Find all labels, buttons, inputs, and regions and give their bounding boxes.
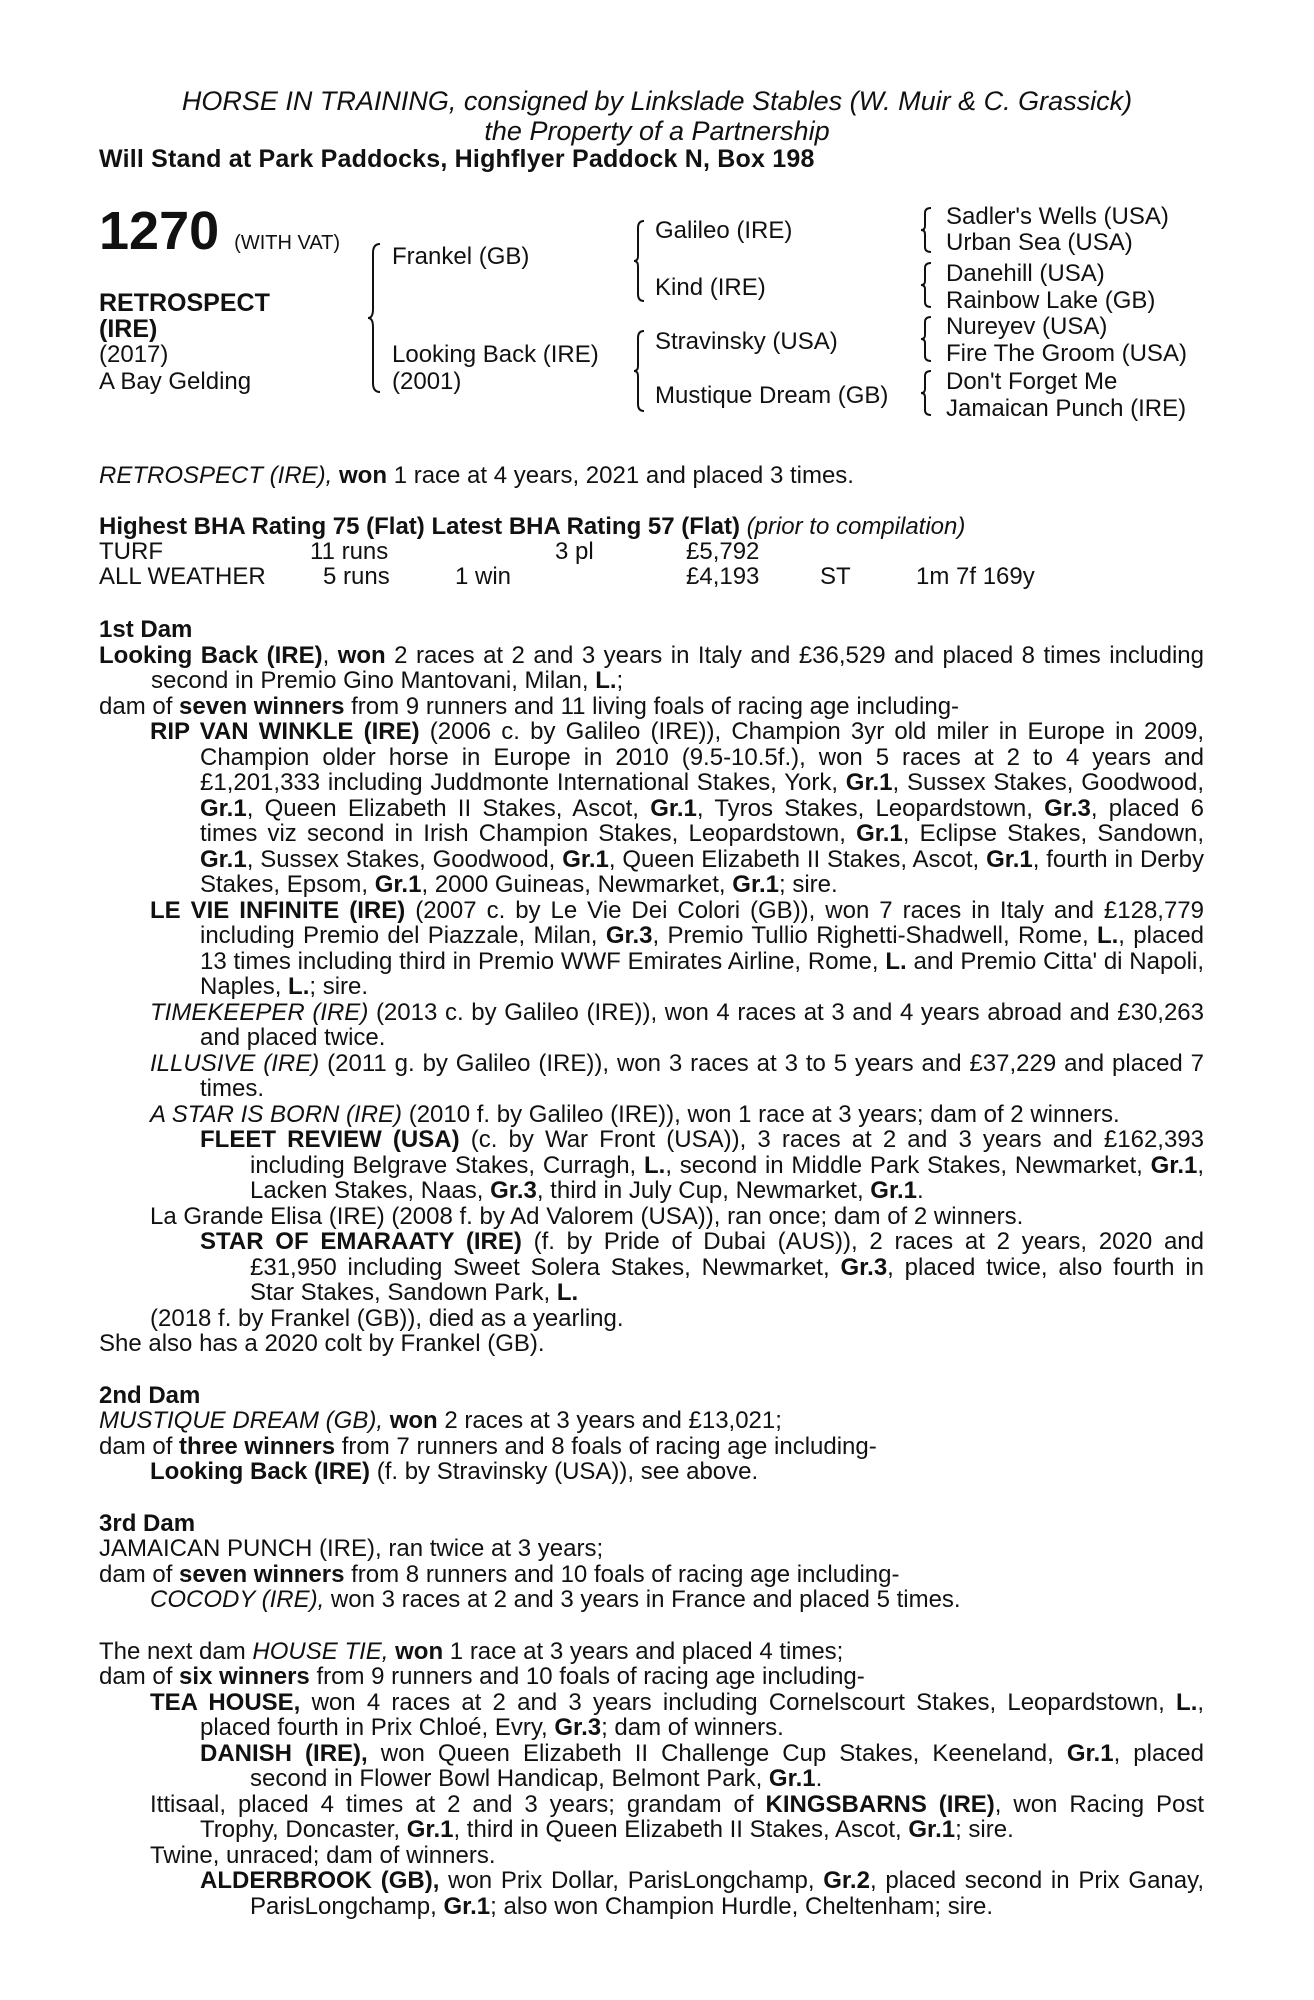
winners-count: seven winners bbox=[179, 692, 345, 720]
ittisaal-text-1: Ittisaal, placed 4 times at 2 and 3 years; grandam of bbox=[150, 1790, 754, 1818]
cocody-text: won 3 races at 2 and 3 years in France and placed 5 times. bbox=[330, 1586, 961, 1613]
rvw-text-6: , Eclipse Stakes, Sandown, bbox=[902, 820, 1204, 847]
pedigree-g1: Sadler's Wells (USA) bbox=[946, 203, 1169, 230]
pedigree-sire: Frankel (GB) bbox=[392, 243, 530, 270]
produce-alderbrook bbox=[99, 1868, 1204, 1919]
pedigree-g4: Rainbow Lake (GB) bbox=[946, 287, 1156, 314]
rvw-text-7: , Sussex Stakes, Goodwood, bbox=[246, 845, 556, 873]
pedigree-dam-year: (2001) bbox=[392, 368, 462, 395]
dn-text-1: won Queen Elizabeth II Challenge Cup Stakes, Keeneland, bbox=[380, 1739, 1054, 1767]
bha-rating bbox=[99, 514, 965, 540]
grade-label: Gr.1 bbox=[443, 1892, 491, 1920]
produce-2020-colt: She also has a 2020 colt by Frankel (GB). bbox=[99, 1330, 545, 1357]
pedigree-dam-sire: Stravinsky (USA) bbox=[655, 328, 838, 355]
rvw-text-4: , Tyros Stakes, Leopardstown, bbox=[696, 794, 1033, 822]
ab-text-1: won Prix Dollar, ParisLongchamp, bbox=[448, 1867, 815, 1894]
fr-text-3: , Lacken Stakes, Naas, bbox=[250, 1151, 1205, 1204]
a-star-is-born-name: A STAR IS BORN (IRE) bbox=[150, 1100, 403, 1128]
produce-twine: Twine, unraced; dam of winners. bbox=[150, 1841, 496, 1869]
runners-text: from 7 runners and 8 foals of racing age including- bbox=[341, 1432, 877, 1460]
grade-label: Gr.3 bbox=[1044, 794, 1091, 822]
grade-label: Gr.3 bbox=[840, 1253, 888, 1281]
second-dam-text: 2 races at 3 years and £13,021; bbox=[444, 1407, 782, 1434]
pedigree-g5: Nureyev (USA) bbox=[946, 313, 1108, 340]
pedigree-g8: Jamaican Punch (IRE) bbox=[946, 395, 1187, 422]
horse-name: RETROSPECT bbox=[99, 289, 270, 317]
rvw-text-10: , 2000 Guineas, Newmarket, bbox=[421, 871, 726, 898]
winners-count: six winners bbox=[179, 1663, 310, 1690]
first-dam-text: 2 races at 2 and 3 years in Italy and £36,529 and placed 8 times including second in Premio Gino Mantovani, Milan, bbox=[151, 641, 1204, 694]
rvw-text-11: ; sire. bbox=[778, 871, 838, 898]
summary-won: won bbox=[339, 462, 388, 489]
listed-label: L. bbox=[595, 667, 617, 694]
pedigree-brace-g2 bbox=[921, 262, 933, 308]
second-dam-heading: 2nd Dam bbox=[99, 1381, 201, 1409]
pedigree-g7: Don't Forget Me bbox=[946, 368, 1118, 395]
vat-note: (WITH VAT) bbox=[234, 232, 341, 254]
grade-label: Gr.2 bbox=[823, 1867, 870, 1894]
rip-van-winkle-name: RIP VAN WINKLE (IRE) bbox=[150, 718, 420, 745]
rvw-text-1: (2006 c. by Galileo (IRE)), Champion 3yr old miler in Europe in 2009, Champion older horse in Europe in 2010 (9.5-10.5f.), won 5 races at 2 to 4 years and £1,201,333 including Juddmonte International Stakes, York, bbox=[200, 718, 1204, 796]
bha-rating-note: (prior to compilation) bbox=[746, 513, 966, 540]
third-dam-record: JAMAICAN PUNCH (IRE), ran twice at 3 years; bbox=[99, 1535, 604, 1562]
grade-label: Gr.1 bbox=[856, 820, 903, 847]
listed-label: L. bbox=[885, 947, 907, 975]
dn-text-2: , placed second in Flower Bowl Handicap, Belmont Park, bbox=[250, 1739, 1204, 1792]
pedigree-dam-dam: Mustique Dream (GB) bbox=[655, 382, 889, 409]
pedigree-sire-dam: Kind (IRE) bbox=[655, 274, 766, 301]
first-dam-heading: 1st Dam bbox=[99, 616, 193, 643]
rvw-text-9: , fourth in Derby Stakes, Epsom, bbox=[200, 845, 1204, 898]
rvw-text-5: , placed 6 times viz second in Irish Champion Stakes, Leopardstown, bbox=[200, 794, 1205, 847]
lvi-text-3: , placed 13 times including third in Premio WWF Emirates Airline, Rome, bbox=[200, 922, 1205, 975]
listed-label: L. bbox=[644, 1151, 666, 1179]
pedigree-brace-g3 bbox=[921, 316, 933, 362]
grade-label: Gr.1 bbox=[845, 769, 893, 796]
record-aw-runs: 5 runs bbox=[323, 563, 390, 590]
pedigree-brace-g1 bbox=[921, 207, 933, 253]
grade-label: Gr.3 bbox=[490, 1177, 537, 1204]
grade-label: Gr.1 bbox=[908, 1816, 956, 1843]
lvi-text-5: ; sire. bbox=[309, 973, 369, 1000]
grade-label: Gr.1 bbox=[870, 1177, 917, 1204]
grade-label: Gr.3 bbox=[554, 1714, 602, 1741]
produce-looking-back bbox=[99, 1459, 1204, 1485]
bha-rating-text: Highest BHA Rating 75 (Flat) Latest BHA Rating 57 (Flat) bbox=[99, 513, 740, 540]
produce-danish: DANISH (IRE), won Queen Elizabeth II Challenge Cup Stakes, Keeneland, Gr.1, placed second in Flower Bowl Handicap, Belmont Park, Gr.1. bbox=[200, 1739, 1204, 1792]
grade-label: Gr.1 bbox=[732, 871, 779, 898]
illusive-name: ILLUSIVE (IRE) bbox=[150, 1049, 320, 1077]
rvw-text-8: , Queen Elizabeth II Stakes, Ascot, bbox=[608, 845, 980, 873]
first-dam-record: Looking Back (IRE), won 2 races at 2 and 3 years in Italy and £36,529 and placed 8 times including second in Premio Gino Mantovani, Milan, L.; bbox=[99, 641, 1204, 694]
first-dam-won: won bbox=[337, 641, 386, 669]
star-of-emaraaty-name: STAR OF EMARAATY (IRE) bbox=[200, 1228, 522, 1255]
record-turf-earnings: £5,792 bbox=[686, 538, 760, 565]
pedigree-brace-main bbox=[368, 243, 382, 393]
second-dam-won: won bbox=[389, 1407, 438, 1434]
winners-count: three winners bbox=[179, 1432, 336, 1460]
next-dam-name: HOUSE TIE, bbox=[252, 1637, 389, 1665]
lvi-text-2: , Premio Tullio Righetti-Shadwell, Rome, bbox=[652, 922, 1089, 949]
grade-label: Gr.1 bbox=[986, 845, 1033, 873]
kingsbarns-name: KINGSBARNS (IRE) bbox=[765, 1790, 995, 1818]
grade-label: Gr.1 bbox=[374, 871, 422, 898]
grade-label: Gr.1 bbox=[1066, 1739, 1114, 1767]
second-dam-name: MUSTIQUE DREAM (GB), bbox=[99, 1407, 384, 1434]
ittisaal-text-3: , third in Queen Elizabeth II Stakes, Ascot, bbox=[453, 1816, 902, 1843]
produce-illusive bbox=[99, 1051, 1204, 1102]
ab-text-2: , placed second in Prix Ganay, ParisLongchamp, bbox=[250, 1867, 1204, 1920]
grade-label: Gr.1 bbox=[650, 794, 697, 822]
listed-label: L. bbox=[288, 973, 310, 1000]
ab-text-3: ; also won Champion Hurdle, Cheltenham; sire. bbox=[490, 1892, 994, 1920]
horse-country: (IRE) bbox=[99, 315, 158, 343]
pedigree-brace-sire bbox=[634, 220, 646, 302]
grade-label: Gr.1 bbox=[406, 1816, 454, 1843]
next-dam-produce bbox=[99, 1664, 1204, 1690]
grade-label: Gr.1 bbox=[200, 794, 247, 822]
soe-text-1: (f. by Pride of Dubai (AUS)), 2 races at 2 years, 2020 and £31,950 including Sweet Solera Stakes, Newmarket, bbox=[250, 1228, 1204, 1281]
produce-record bbox=[99, 617, 1204, 1919]
record-aw-distance: 1m 7f 169y bbox=[916, 563, 1035, 590]
header-location: Will Stand at Park Paddocks, Highflyer Paddock N, Box 198 bbox=[99, 145, 815, 173]
timekeeper-text: (2013 c. by Galileo (IRE)), won 4 races at 3 and 4 years abroad and £30,263 and placed twice. bbox=[200, 998, 1205, 1051]
third-dam-heading: 3rd Dam bbox=[99, 1509, 196, 1537]
lvi-text-1: (2007 c. by Le Vie Dei Colori (GB)), won 7 races in Italy and £128,779 including Premio del Piazzale, Milan, bbox=[200, 896, 1205, 949]
th-text-3: ; dam of winners. bbox=[601, 1714, 784, 1741]
pedigree-brace-g4 bbox=[921, 370, 933, 416]
listed-label: L. bbox=[556, 1279, 579, 1306]
runners-text: from 9 runners and 11 living foals of racing age including- bbox=[351, 692, 960, 720]
grade-label: Gr.1 bbox=[768, 1765, 816, 1792]
record-aw-type: ST bbox=[820, 563, 851, 590]
winners-count: seven winners bbox=[179, 1560, 345, 1588]
produce-2018-filly: (2018 f. by Frankel (GB)), died as a yearling. bbox=[150, 1304, 624, 1332]
grade-label: Gr.1 bbox=[562, 845, 609, 873]
record-aw-earnings: £4,193 bbox=[686, 563, 760, 590]
produce-tea-house bbox=[99, 1690, 1204, 1741]
second-dam-record bbox=[99, 1408, 1204, 1434]
pedigree-dam: Looking Back (IRE) bbox=[392, 341, 599, 368]
produce-ittisaal bbox=[99, 1792, 1204, 1843]
pedigree-g6: Fire The Groom (USA) bbox=[946, 340, 1187, 367]
produce-timekeeper bbox=[99, 1000, 1204, 1051]
pedigree-brace-dam bbox=[634, 330, 646, 412]
next-dam-won: won bbox=[395, 1637, 444, 1665]
record-turf-placed: 3 pl bbox=[555, 538, 594, 565]
next-dam-label: The next dam bbox=[99, 1637, 246, 1665]
listed-label: L. bbox=[1176, 1688, 1198, 1716]
rvw-text-3: , Queen Elizabeth II Stakes, Ascot, bbox=[246, 794, 639, 822]
produce-star-of-emaraaty bbox=[99, 1229, 1204, 1306]
fleet-review-name: FLEET REVIEW (USA) bbox=[200, 1126, 460, 1153]
ittisaal-text-2: , won Racing Post Trophy, Doncaster, bbox=[200, 1790, 1204, 1843]
dam-of-label: dam of bbox=[99, 1432, 173, 1460]
horse-year: (2017) bbox=[99, 341, 169, 368]
record-aw-wins: 1 win bbox=[455, 563, 512, 590]
dam-of-label: dam of bbox=[99, 1560, 173, 1588]
dam-of-label: dam of bbox=[99, 692, 173, 720]
produce-fleet-review: FLEET REVIEW (USA) (c. by War Front (USA)), 3 races at 2 and 3 years and £162,393 including Belgrave Stakes, Curragh, L., second in Middle Park Stakes, Newmarket, Gr.1, Lacken Stakes, Naas, Gr.3, third in July Cup, Newmarket, Gr.1. bbox=[200, 1126, 1205, 1204]
a-star-is-born-text: (2010 f. by Galileo (IRE)), won 1 race at 3 years; dam of 2 winners. bbox=[408, 1100, 1120, 1128]
tea-house-name: TEA HOUSE, bbox=[150, 1688, 301, 1716]
race-summary bbox=[99, 463, 854, 489]
fr-text-2: , second in Middle Park Stakes, Newmarket, bbox=[665, 1151, 1143, 1179]
pedigree-sire-sire: Galileo (IRE) bbox=[655, 217, 793, 244]
produce-le-vie-infinite bbox=[99, 898, 1204, 1000]
first-dam-name: Looking Back (IRE) bbox=[99, 641, 323, 669]
fr-text-4: , third in July Cup, Newmarket, bbox=[536, 1177, 864, 1204]
third-dam-produce bbox=[99, 1562, 1204, 1588]
th-text-2: , placed fourth in Prix Chloé, Evry, bbox=[200, 1688, 1205, 1741]
looking-back-text: (f. by Stravinsky (USA)), see above. bbox=[376, 1458, 759, 1485]
grade-label: Gr.1 bbox=[1150, 1151, 1198, 1179]
looking-back-name: Looking Back (IRE) bbox=[150, 1458, 371, 1485]
rvw-text-2: , Sussex Stakes, Goodwood, bbox=[892, 769, 1205, 796]
runners-text: from 9 runners and 10 foals of racing age including- bbox=[316, 1663, 865, 1690]
summary-horse-name: RETROSPECT (IRE), bbox=[99, 462, 333, 489]
horse-description: A Bay Gelding bbox=[99, 368, 252, 395]
summary-text: 1 race at 4 years, 2021 and placed 3 times. bbox=[393, 462, 854, 489]
dam-of-label: dam of bbox=[99, 1663, 173, 1690]
header-property: the Property of a Partnership bbox=[484, 116, 830, 146]
next-dam-record bbox=[99, 1639, 1204, 1665]
grade-label: Gr.3 bbox=[605, 922, 653, 949]
next-dam-text: 1 race at 3 years and placed 4 times; bbox=[449, 1637, 844, 1665]
produce-la-grande-elisa: La Grande Elisa (IRE) (2008 f. by Ad Valorem (USA)), ran once; dam of 2 winners. bbox=[150, 1202, 1024, 1230]
timekeeper-name: TIMEKEEPER (IRE) bbox=[150, 998, 369, 1026]
lot-number-value: 1270 bbox=[99, 201, 220, 261]
listed-label: L. bbox=[1096, 922, 1119, 949]
alderbrook-name: ALDERBROOK (GB), bbox=[200, 1867, 440, 1894]
produce-a-star-is-born bbox=[99, 1102, 1204, 1128]
lot-number bbox=[99, 203, 340, 271]
grade-label: Gr.1 bbox=[200, 845, 247, 873]
record-turf-surface: TURF bbox=[99, 538, 163, 565]
record-aw-surface: ALL WEATHER bbox=[99, 563, 266, 590]
ittisaal-text-4: ; sire. bbox=[955, 1816, 1014, 1843]
le-vie-infinite-name: LE VIE INFINITE (IRE) bbox=[150, 896, 406, 924]
header-consignor: HORSE IN TRAINING, consigned by Linkslade Stables (W. Muir & C. Grassick) bbox=[181, 86, 1133, 116]
produce-rip-van-winkle bbox=[99, 719, 1204, 898]
th-text-1: won 4 races at 2 and 3 years including Cornelscourt Stakes, Leopardstown, bbox=[311, 1688, 1165, 1716]
fr-text-1: (c. by War Front (USA)), 3 races at 2 and 3 years and £162,393 including Belgrave Stakes, Curragh, bbox=[250, 1126, 1205, 1179]
pedigree-g3: Danehill (USA) bbox=[946, 260, 1105, 287]
lvi-text-4: and Premio Citta' di Napoli, Naples, bbox=[200, 947, 1205, 1000]
runners-text: from 8 runners and 10 foals of racing age including- bbox=[351, 1560, 900, 1588]
illusive-text: (2011 g. by Galileo (IRE)), won 3 races at 3 to 5 years and £37,229 and placed 7 times. bbox=[200, 1049, 1204, 1102]
danish-name: DANISH (IRE), bbox=[200, 1739, 368, 1767]
pedigree-g2: Urban Sea (USA) bbox=[946, 229, 1133, 256]
first-dam-produce bbox=[99, 694, 1204, 720]
record-turf-runs: 11 runs bbox=[310, 538, 389, 565]
second-dam-produce bbox=[99, 1434, 1204, 1460]
produce-cocody bbox=[99, 1587, 1204, 1613]
cocody-name: COCODY (IRE), bbox=[150, 1586, 325, 1613]
soe-text-2: , placed twice, also fourth in Star Stakes, Sandown Park, bbox=[250, 1253, 1205, 1306]
